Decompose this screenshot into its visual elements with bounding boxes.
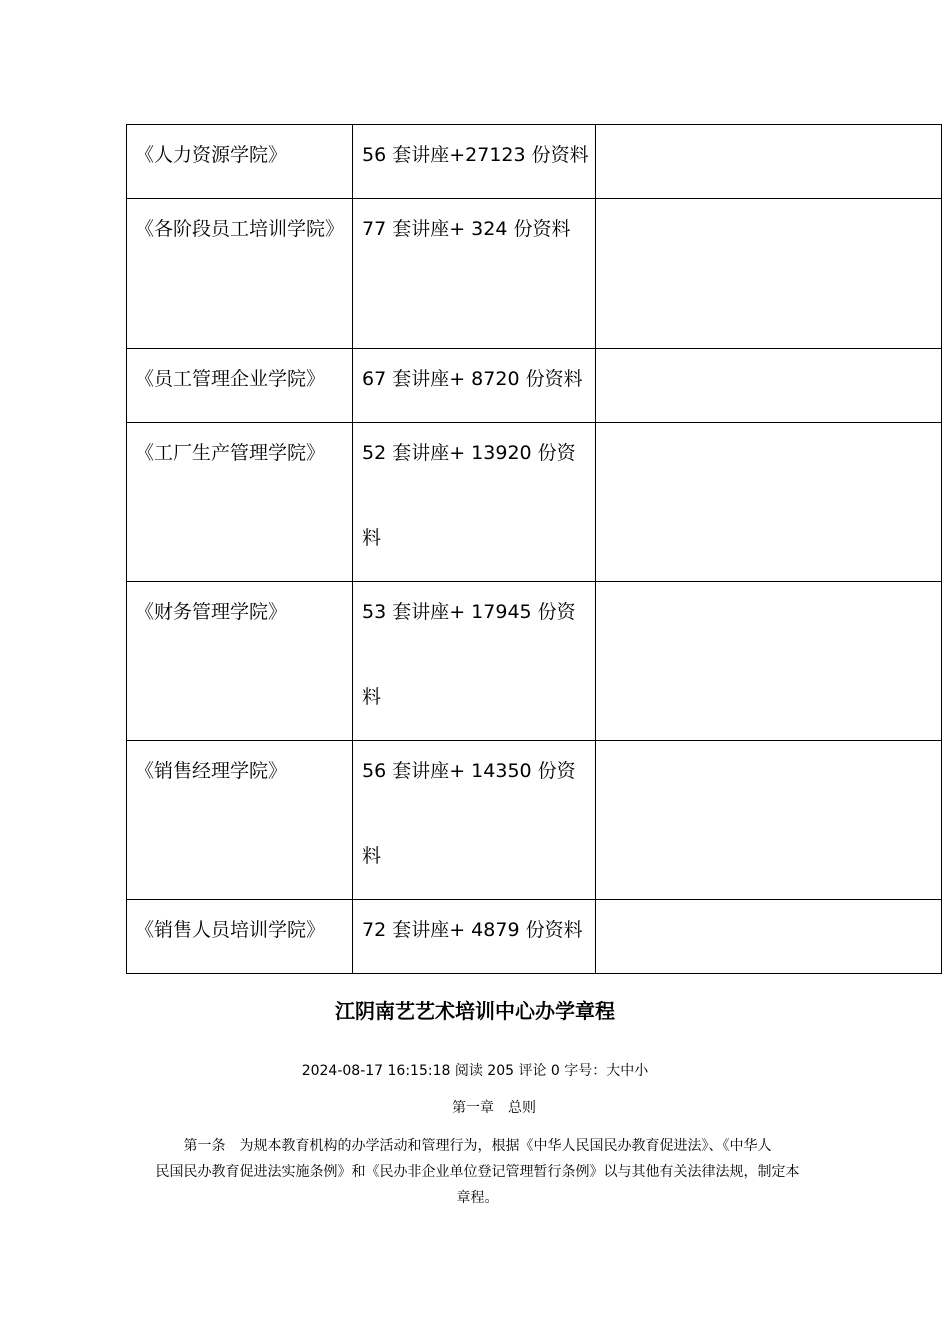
course-name: 《销售人员培训学院》 xyxy=(135,919,326,941)
course-name-cell xyxy=(127,125,353,199)
course-content-cell xyxy=(353,423,596,582)
table-row xyxy=(127,349,942,423)
course-note-cell xyxy=(596,349,942,423)
course-content: 52 套讲座+ 13920 份资料 xyxy=(362,442,576,549)
course-note-cell xyxy=(596,125,942,199)
course-content-cell xyxy=(353,900,596,974)
course-name-cell xyxy=(127,741,353,900)
course-name-cell xyxy=(127,349,353,423)
course-name: 《工厂生产管理学院》 xyxy=(135,442,326,464)
course-content: 67 套讲座+ 8720 份资料 xyxy=(362,368,583,390)
course-note-cell xyxy=(596,423,942,582)
course-name: 《员工管理企业学院》 xyxy=(135,368,326,390)
course-name: 《销售经理学院》 xyxy=(135,760,288,782)
body-line: 第一条 为规本教育机构的办学活动和管理行为，根据《中华人民国民办教育促进法》、《中华人 xyxy=(183,1138,772,1154)
chapter-heading: 第一章 总则 xyxy=(452,1100,536,1116)
course-note-cell xyxy=(596,900,942,974)
course-content: 56 套讲座+27123 份资料 xyxy=(362,144,589,166)
article-meta: 2024-08-17 16:15:18 阅读 205 评论 0 字号：大中小 xyxy=(301,1063,649,1079)
course-note-cell xyxy=(596,199,942,349)
course-content-cell xyxy=(353,349,596,423)
course-content: 53 套讲座+ 17945 份资料 xyxy=(362,601,576,708)
table-row xyxy=(127,125,942,199)
course-content-cell xyxy=(353,125,596,199)
course-name-cell xyxy=(127,199,353,349)
table-row xyxy=(127,199,942,349)
course-content-cell xyxy=(353,741,596,900)
course-name-cell xyxy=(127,423,353,582)
body-line: 章程。 xyxy=(456,1190,499,1206)
article-title: 江阴南艺艺术培训中心办学章程 xyxy=(335,999,615,1023)
course-name: 《人力资源学院》 xyxy=(135,144,288,166)
body-line: 民国民办教育促进法实施条例》和《民办非企业单位登记管理暂行条例》以与其他有关法律法规，制定本 xyxy=(155,1164,800,1180)
course-name-cell xyxy=(127,900,353,974)
course-note-cell xyxy=(596,741,942,900)
courses-table xyxy=(126,124,942,974)
article-body xyxy=(145,1133,810,1211)
course-content: 72 套讲座+ 4879 份资料 xyxy=(362,919,583,941)
course-content-cell xyxy=(353,582,596,741)
table-row xyxy=(127,741,942,900)
table-row xyxy=(127,423,942,582)
course-name: 《财务管理学院》 xyxy=(135,601,288,623)
course-content: 56 套讲座+ 14350 份资料 xyxy=(362,760,576,867)
table-row xyxy=(127,582,942,741)
course-name: 《各阶段员工培训学院》 xyxy=(135,218,345,240)
course-note-cell xyxy=(596,582,942,741)
table-row xyxy=(127,900,942,974)
course-content-cell xyxy=(353,199,596,349)
course-name-cell xyxy=(127,582,353,741)
course-content: 77 套讲座+ 324 份资料 xyxy=(362,218,571,240)
